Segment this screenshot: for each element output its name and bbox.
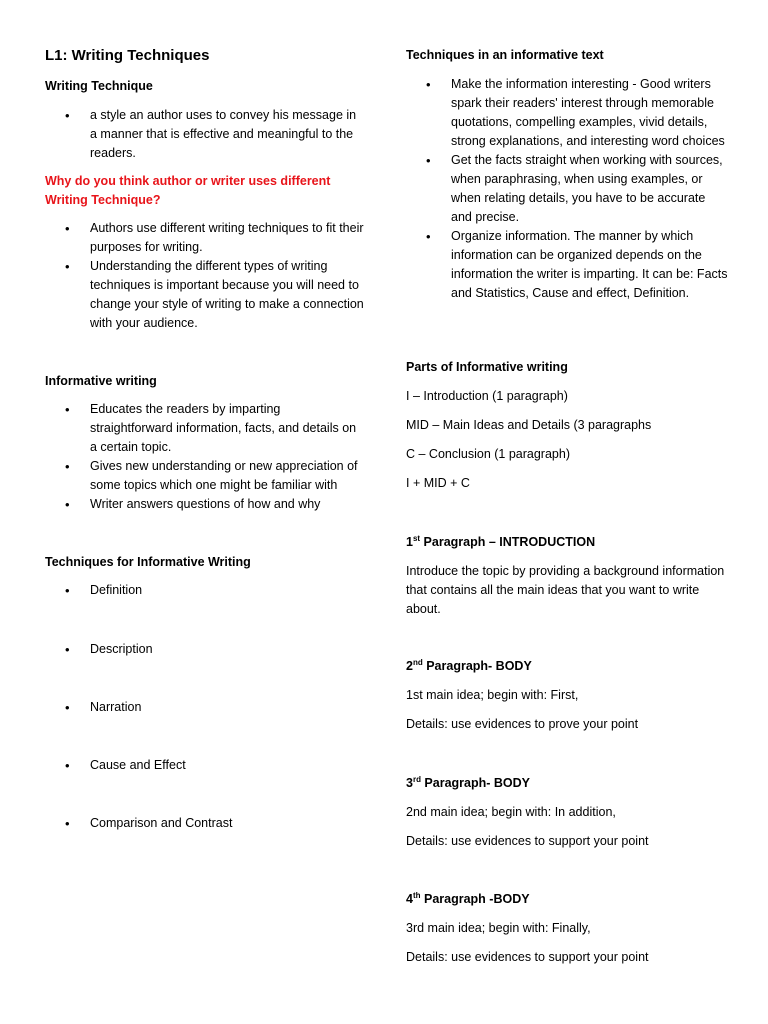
paragraph-heading-text: Paragraph -BODY (420, 892, 530, 906)
paragraph-number: 3 (406, 776, 413, 790)
list-item: • Narration (45, 698, 141, 717)
paragraph-ordinal-suffix: st (412, 533, 421, 543)
writing-technique-list (45, 106, 365, 163)
paragraph-ordinal-suffix: rd (412, 774, 421, 784)
parts-line: C – Conclusion (1 paragraph) (406, 447, 570, 461)
informative-text-list (406, 75, 728, 303)
paragraph-1-text: Introduce the topic by providing a background information that contains all the main ideas that you want to write about. (406, 564, 725, 616)
paragraph-3-line-1: 2nd main idea; begin with: In addition, (406, 805, 616, 819)
paragraph-number: 4 (406, 892, 413, 906)
list-item: • Understanding the different types of writing techniques is important because you will need to change your style of writing to make a connection with your audience. (45, 257, 365, 333)
paragraph-ordinal-suffix: nd (412, 657, 423, 667)
list-item: • Educates the readers by imparting straightforward information, facts, and details on a certain topic. (45, 400, 365, 457)
paragraph-4-heading (406, 890, 530, 909)
parts-line: I – Introduction (1 paragraph) (406, 389, 568, 403)
paragraph-3-heading (406, 774, 530, 793)
list-item: • a style an author uses to convey his message in a manner that is effective and meaningful to the readers. (45, 106, 365, 163)
list-item: • Organize information. The manner by which information can be organized depends on the information the writer is imparting. It can be: Facts and Statistics, Cause and effect, Definition. (406, 227, 728, 303)
paragraph-2-line-2: Details: use evidences to prove your point (406, 717, 639, 731)
list-item: • Writer answers questions of how and why (45, 495, 365, 514)
paragraph-2-line-1: 1st main idea; begin with: First, (406, 688, 579, 702)
informative-writing-heading: Informative writing (45, 374, 157, 388)
list-item: • Gives new understanding or new appreciation of some topics which one might be familiar with (45, 457, 365, 495)
document-title: L1: Writing Techniques (45, 47, 210, 64)
paragraph-1-heading (406, 533, 595, 552)
paragraph-ordinal-suffix: th (412, 890, 421, 900)
paragraph-heading-text: Paragraph- BODY (420, 776, 531, 790)
question-heading: Why do you think author or writer uses different Writing Technique? (45, 174, 331, 207)
list-item: • Comparison and Contrast (45, 814, 232, 833)
list-item: • Get the facts straight when working with sources, when paraphrasing, when using examples, or when relating details, you have to be accurate and precise. (406, 151, 728, 227)
paragraph-heading-text: Paragraph – INTRODUCTION (420, 535, 596, 549)
list-item: • Cause and Effect (45, 756, 186, 775)
paragraph-4-line-2: Details: use evidences to support your point (406, 950, 649, 964)
paragraph-4-line-1: 3rd main idea; begin with: Finally, (406, 921, 591, 935)
list-item: • Authors use different writing techniques to fit their purposes for writing. (45, 219, 365, 257)
writing-technique-heading: Writing Technique (45, 79, 153, 93)
informative-writing-list (45, 400, 365, 514)
paragraph-2-heading (406, 657, 532, 676)
parts-line: MID – Main Ideas and Details (3 paragraphs (406, 418, 652, 432)
list-item: • Make the information interesting - Good writers spark their readers' interest through memorable quotations, compelling examples, vivid details, strong explanations, and interesting word choices (406, 75, 728, 151)
question-answer-list (45, 219, 365, 333)
paragraph-heading-text: Paragraph- BODY (422, 659, 532, 673)
list-item: • Description (45, 640, 153, 659)
paragraph-3-line-2: Details: use evidences to support your point (406, 834, 649, 848)
paragraph-number: 2 (406, 659, 413, 673)
informative-text-heading: Techniques in an informative text (406, 48, 604, 62)
parts-heading: Parts of Informative writing (406, 360, 568, 374)
list-item: • Definition (45, 581, 142, 600)
parts-line: I + MID + C (406, 476, 470, 490)
techniques-heading: Techniques for Informative Writing (45, 555, 251, 569)
paragraph-number: 1 (406, 535, 413, 549)
